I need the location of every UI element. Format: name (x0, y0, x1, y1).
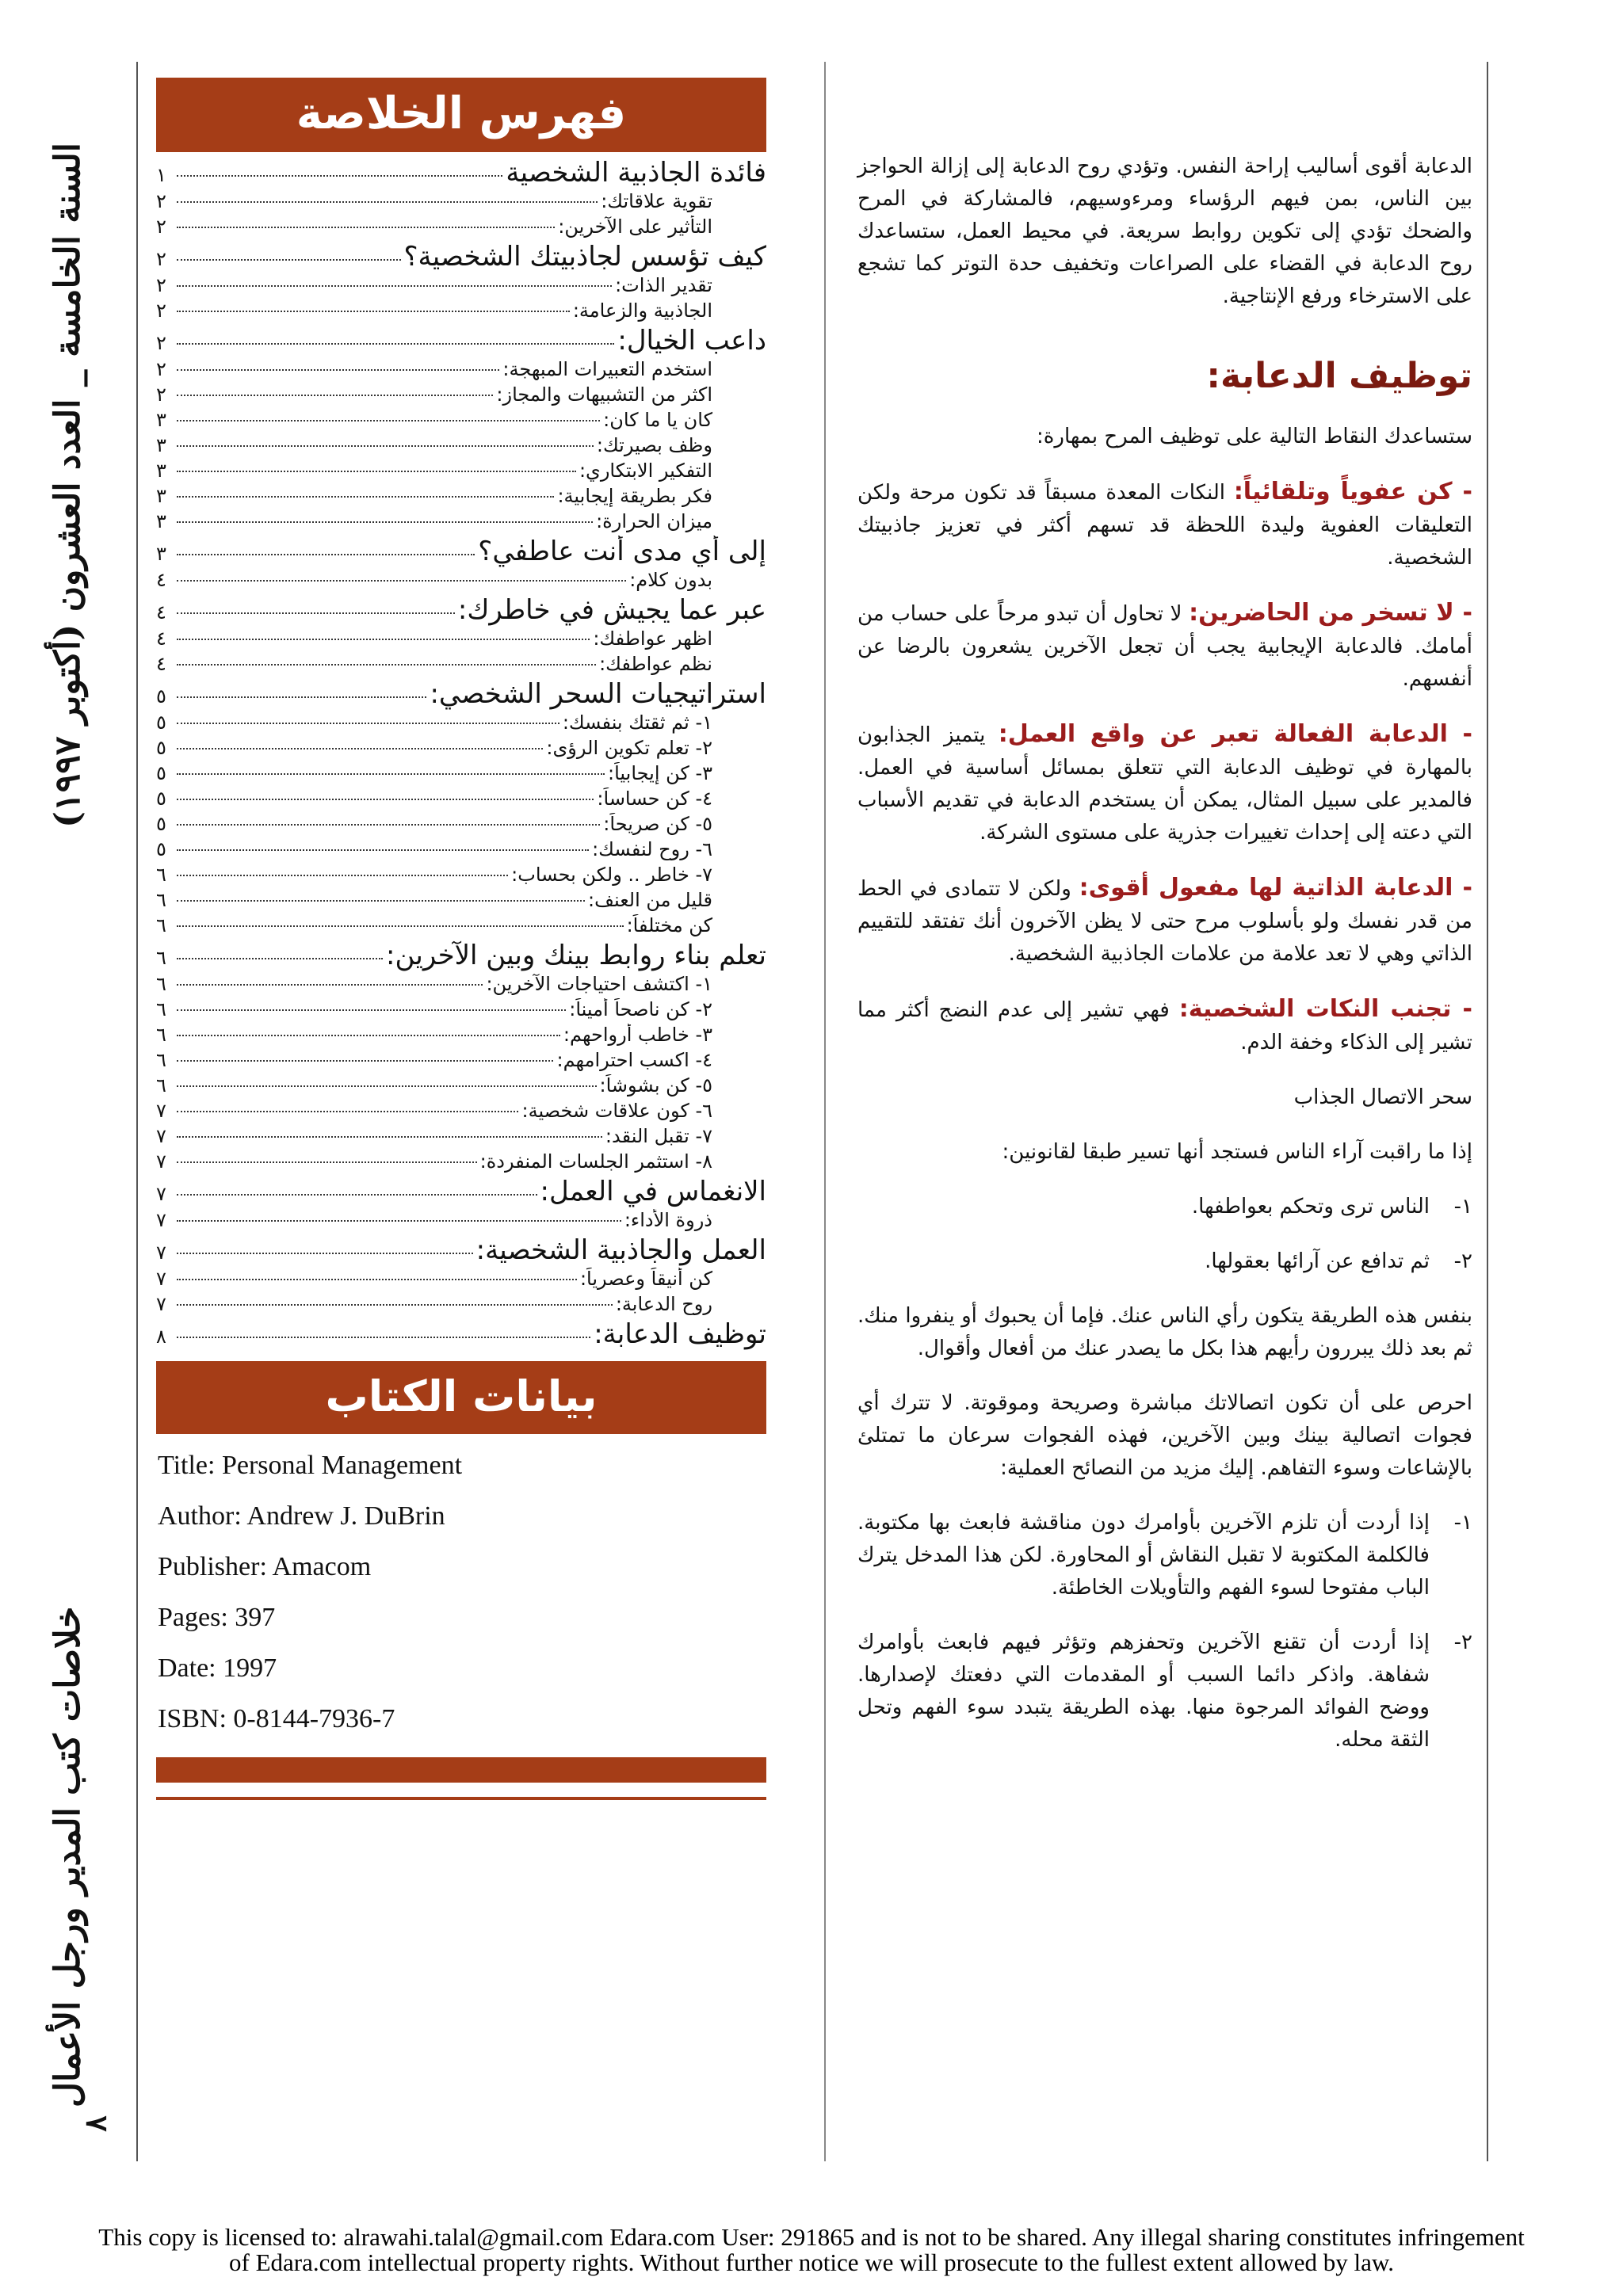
toc-entry-page: ٢ (156, 274, 166, 296)
toc-entry (156, 1150, 766, 1176)
toc-entry-label: بدون كلام: (629, 569, 712, 591)
toc-entry-label: ٦- روح لنفسك: (592, 838, 712, 860)
toc-entry-label: داعب الخيال: (617, 325, 766, 357)
toc-entry-label: تقوية علاقاتك: (601, 190, 712, 212)
toc-entry-page: ٦ (156, 973, 166, 995)
toc-entry-label: كان يا ما كان: (603, 409, 712, 431)
toc-leader-dots (177, 521, 593, 523)
toc-entry (156, 711, 766, 737)
toc-entry-label: ٨- استثمر الجلسات المنفردة: (479, 1150, 712, 1173)
toc-entry-page: ٦ (156, 889, 166, 911)
tip-text: إذا أردت أن تقنع الآخرين وتحفزهم وتؤثر فيهم فابعث بأوامرك شفاهة. واذكر دائما السبب أو المقدمات التي دفعتك لإصدارها. ووضح الفوائد المرجوة منها. بهذه الطريقة يتبدد سوء الفهم وتحل الثقة محله. (857, 1630, 1430, 1752)
toc-entry (156, 215, 766, 241)
toc-entry (156, 653, 766, 678)
section-heading: توظيف الدعابة: (1206, 356, 1472, 396)
toc-entry (156, 737, 766, 762)
toc-entry-label: قليل من العنف: (588, 889, 712, 911)
toc-leader-dots (177, 1279, 577, 1280)
law-item (857, 1245, 1472, 1278)
point-text: لا تحاول أن تبدو مرحاً على حساب من أمامك. فالدعابة الإيجابية يجب أن تجعل الآخرين يشعرون بالرضا عن أنفسهم. (857, 602, 1472, 691)
toc-entry-page: ٢ (156, 358, 166, 380)
table-of-contents (156, 157, 766, 1352)
point-paragraph (857, 871, 1472, 971)
point-paragraph (857, 475, 1472, 574)
toc-entry-label: توظيف الدعابة: (594, 1318, 766, 1350)
toc-entry-label: التأثير على الآخرين: (558, 215, 712, 238)
toc-entry (156, 1293, 766, 1318)
toc-leader-dots (177, 343, 614, 345)
toc-entry-label: اظهر عواطفك: (593, 627, 712, 650)
toc-entry (156, 1100, 766, 1125)
book-publisher-field: Publisher: Amacom (158, 1552, 372, 1581)
magazine-name: خلاصات كتب المدير ورجل الأعمال (48, 1606, 88, 2107)
toc-entry-page: ٧ (156, 1150, 166, 1173)
toc-entry-page: ٢ (156, 190, 166, 212)
toc-entry (156, 1125, 766, 1150)
toc-entry-page: ٣ (156, 409, 166, 431)
toc-entry-page: ٦ (156, 864, 166, 886)
toc-leader-dots (177, 201, 598, 203)
tip-item (857, 1627, 1472, 1756)
column-divider-rule (824, 62, 826, 2161)
toc-leader-dots (177, 1111, 518, 1112)
toc-entry-page: ٥ (156, 838, 166, 860)
toc-leader-dots (177, 420, 600, 421)
toc-entry-label: الانغماس في العمل: (540, 1176, 766, 1207)
toc-leader-dots (177, 875, 508, 876)
left-margin-rule (136, 62, 138, 2161)
toc-entry-page: ٢ (156, 299, 166, 322)
toc-leader-dots (177, 1060, 553, 1062)
toc-entry-label: فكر بطريقة إيجابية: (557, 485, 712, 507)
book-author-field: Author: Andrew J. DuBrin (158, 1501, 445, 1531)
point-lead: - تجنب النكات الشخصية: (1178, 995, 1472, 1023)
toc-entry-page: ٧ (156, 1268, 166, 1290)
toc-entry-page: ٢ (156, 383, 166, 406)
toc-entry (156, 536, 766, 569)
point-text: ولكن لا تتمادى في الحط من قدر نفسك ولو بأسلوب مرح حتى لا يظن الآخرون أنك تفتقد للتقييم الذاتي وهي لا تعد علامة من علامات الجاذبية الشخصية. (857, 877, 1472, 966)
toc-entry-label: ١- ثم ثقتك بنفسك: (562, 711, 712, 734)
book-pages-field: Pages: 397 (158, 1603, 276, 1632)
toc-entry (156, 940, 766, 973)
toc-leader-dots (177, 612, 455, 614)
book-isbn-field: ISBN: 0-8144-7936-7 (158, 1704, 395, 1733)
toc-entry-label: تعلم بناء روابط بينك وبين الآخرين: (386, 940, 766, 971)
toc-entry-page: ٤ (156, 653, 166, 675)
toc-entry (156, 274, 766, 299)
intro-paragraph: الدعابة أقوى أساليب إراحة النفس. وتؤدي روح الدعابة إلى إزالة الحواجز بين الناس، بمن فيهم الرؤساء ومرءوسيهم، فالمشاركة في المرح والضحك تؤدي إلى تكوين روابط سريعة. في محيط العمل، ستساعدك روح الدعابة في القضاء على الصراعات وتخفيف حدة التوتر كما تشجع على الاسترخاء ورفع الإنتاجية. (857, 154, 1472, 308)
toc-leader-dots (177, 227, 555, 228)
book-date-field: Date: 1997 (158, 1653, 277, 1683)
toc-entry-label: ٦- كون علاقات شخصية: (521, 1100, 712, 1122)
toc-leader-dots (177, 1085, 597, 1087)
paragraph-2: احرص على أن تكون اتصالاتك مباشرة وصريحة وموقوتة. لا تترك أي فجوات اتصالية بينك وبين الآخرين، فهذه الفجوات سرعان ما تمتلئ بالإشاعات وسوء التفاهم. إليك مزيد من النصائح العملية: (857, 1391, 1472, 1480)
issue-label: السنة الخامسة _ العدد العشرون (أكتوبر ١٩٩٧) (48, 143, 88, 828)
toc-entry-label: ٥- كن صريحاً: (603, 813, 712, 835)
toc-leader-dots (177, 175, 502, 177)
toc-entry-page: ٤ (156, 627, 166, 650)
toc-entry-page: ٦ (156, 947, 166, 969)
toc-entry-page: ٣ (156, 434, 166, 456)
toc-entry-label: العمل والجاذبية الشخصية: (475, 1234, 766, 1266)
toc-entry (156, 838, 766, 864)
toc-entry (156, 1176, 766, 1209)
point-text: النكات المعدة مسبقاً قد تكون مرحة ولكن التعليقات العفوية وليدة اللحظة قد تسهم أكثر في تعزيز جاذبيتك الشخصية. (857, 481, 1472, 570)
toc-entry-label: ١- اكتشف احتياجات الآخرين: (486, 973, 712, 995)
law-number: ٢- (1453, 1249, 1472, 1273)
tip-text: إذا أردت أن تلزم الآخرين بأوامرك دون مناقشة فابعث بها مكتوبة. فالكلمة المكتوبة لا تقبل النقاش أو المحاورة. لكن هذا المدخل يترك الباب مفتوحا لسوء الفهم والتأويلات الخاطئة. (857, 1511, 1430, 1600)
tip-item (857, 1507, 1472, 1604)
toc-entry (156, 510, 766, 536)
toc-entry-page: ٦ (156, 1049, 166, 1071)
toc-entry (156, 409, 766, 434)
toc-leader-dots (177, 445, 594, 447)
toc-entry-page: ٥ (156, 762, 166, 784)
toc-entry-label: كن أنيقاً وعصرياً: (579, 1268, 712, 1290)
toc-entry (156, 678, 766, 711)
toc-entry-page: ٧ (156, 1100, 166, 1122)
toc-leader-dots (177, 259, 401, 261)
toc-entry-page: ٦ (156, 998, 166, 1020)
toc-entry (156, 813, 766, 838)
page-number: ٨ (77, 2115, 113, 2132)
toc-entry-label: ٤- اكسب احترامهم: (556, 1049, 712, 1071)
point-text: يتميز الجذابون بالمهارة في توظيف الدعابة التي تتعلق بمسائل أساسية في العمل. فالمدير على سبيل المثال، يمكن أن يستخدم الدعابة في تقديم الأسباب التي دعته إلى إحداث تغييرات جذرية على مستوى الشركة. (857, 723, 1472, 845)
toc-entry-label: كن مختلفاً: (626, 914, 712, 936)
toc-entry (156, 889, 766, 914)
toc-entry-page: ٥ (156, 813, 166, 835)
toc-leader-dots (177, 580, 626, 582)
bottom-line (156, 1797, 766, 1800)
toc-entry (156, 485, 766, 510)
toc-leader-dots (177, 554, 475, 555)
toc-leader-dots (177, 849, 589, 851)
toc-entry (156, 762, 766, 788)
toc-entry-page: ٣ (156, 460, 166, 482)
toc-entry-page: ٧ (156, 1209, 166, 1231)
toc-entry-label: ميزان الحرارة: (596, 510, 712, 532)
toc-entry-page: ٥ (156, 788, 166, 810)
toc-entry (156, 1268, 766, 1293)
book-title-field: Title: Personal Management (158, 1451, 463, 1480)
toc-entry-label: الجاذبية والزعامة: (572, 299, 712, 322)
toc-entry (156, 914, 766, 940)
toc-entry-label: ٢- تعلم تكوين الرؤى: (546, 737, 712, 759)
bottom-bar (156, 1757, 766, 1783)
toc-entry-page: ٦ (156, 914, 166, 936)
toc-entry-label: ٧- خاطر .. ولكن بحساب: (511, 864, 712, 886)
toc-entry-page: ٨ (156, 1325, 166, 1348)
toc-entry (156, 460, 766, 485)
toc-entry (156, 1234, 766, 1268)
toc-entry-label: ٣- خاطب أرواحهم: (563, 1024, 712, 1046)
toc-entry-page: ٤ (156, 601, 166, 624)
law-number: ١- (1453, 1195, 1472, 1219)
toc-entry-label: ذروة الأداء: (624, 1209, 712, 1231)
toc-entry (156, 299, 766, 325)
book-info (156, 1440, 766, 1745)
toc-entry-page: ٢ (156, 332, 166, 354)
toc-entry (156, 569, 766, 594)
law-item (857, 1191, 1472, 1223)
toc-entry-label: روح الدعابة: (615, 1293, 712, 1315)
toc-leader-dots (177, 1161, 477, 1163)
toc-entry-label: ٢- كن ناصحاً أميناً: (569, 998, 712, 1020)
toc-entry-label: التفكير الابتكاري: (579, 460, 712, 482)
toc-leader-dots (177, 824, 600, 826)
toc-entry-page: ٥ (156, 685, 166, 707)
toc-leader-dots (177, 925, 624, 927)
point-paragraph (857, 993, 1472, 1059)
toc-entry-page: ٥ (156, 711, 166, 734)
toc-leader-dots (177, 1253, 473, 1254)
point-lead: - كن عفوياً وتلقائياً: (1233, 478, 1472, 505)
toc-entry-page: ١ (156, 164, 166, 186)
toc-leader-dots (177, 723, 559, 724)
toc-leader-dots (177, 285, 612, 287)
toc-entry (156, 594, 766, 627)
toc-entry-label: استراتيجيات السحر الشخصي: (430, 678, 766, 710)
toc-leader-dots (177, 773, 605, 775)
laws-intro: إذا ما راقبت آراء الناس فستجد أنها تسير طبقا لقانونين: (1002, 1140, 1472, 1164)
toc-entry-page: ٧ (156, 1183, 166, 1205)
toc-leader-dots (177, 369, 499, 371)
subintro-paragraph: ستساعدك النقاط التالية على توظيف المرح بمهارة: (1037, 425, 1472, 448)
toc-entry-label: استخدم التعبيرات المبهجة: (502, 358, 712, 380)
side-title (48, 111, 111, 2218)
toc-leader-dots (177, 748, 543, 749)
paragraph-1: بنفس هذه الطريقة يتكون رأي الناس عنك. فإما أن يحبوك أو ينفروا منك. ثم بعد ذلك يبررون رأيهم هذا بكل ما يصدر عنك من أفعال وأقوال. (857, 1304, 1472, 1360)
toc-entry-label: إلى أي مدى أنت عاطفي؟ (478, 536, 766, 567)
toc-entry-label: نظم عواطفك: (599, 653, 712, 675)
toc-entry-page: ٦ (156, 1074, 166, 1097)
toc-entry (156, 157, 766, 190)
toc-entry (156, 434, 766, 460)
toc-leader-dots (177, 1035, 560, 1036)
point-lead: - الدعابة الفعالة تعبر عن واقع العمل: (998, 720, 1472, 748)
toc-entry (156, 358, 766, 383)
toc-entry (156, 864, 766, 889)
toc-leader-dots (177, 1009, 566, 1011)
law-text: ثم تدافع عن آرائها بعقولها. (1205, 1249, 1430, 1273)
toc-entry-page: ٢ (156, 215, 166, 238)
toc-entry (156, 325, 766, 358)
toc-leader-dots (177, 696, 426, 698)
index-column (156, 78, 766, 1800)
index-title: فهرس الخلاصة (156, 78, 766, 152)
license-footer (0, 2225, 1623, 2275)
toc-entry (156, 1074, 766, 1100)
toc-entry-label: وظف بصيرتك: (596, 434, 712, 456)
toc-entry-page: ٤ (156, 569, 166, 591)
toc-leader-dots (177, 639, 590, 640)
toc-entry (156, 788, 766, 813)
toc-entry (156, 241, 766, 274)
toc-entry-label: ٥- كن بشوشاً: (599, 1074, 712, 1097)
toc-entry (156, 1024, 766, 1049)
toc-entry-label: تقدير الذات: (615, 274, 712, 296)
toc-leader-dots (177, 1194, 537, 1196)
right-margin-rule (1487, 62, 1488, 2161)
toc-entry (156, 1318, 766, 1352)
point-paragraph (857, 597, 1472, 696)
toc-entry-page: ٣ (156, 543, 166, 565)
toc-leader-dots (177, 471, 576, 472)
toc-entry-page: ٣ (156, 510, 166, 532)
article-column (857, 151, 1472, 1779)
toc-entry (156, 383, 766, 409)
section2-label: سحر الاتصال الجذاب (1293, 1085, 1472, 1109)
toc-entry-label: ٣- كن إيجابياً: (608, 762, 712, 784)
toc-entry-label: اكثر من التشبيهات والمجاز: (496, 383, 712, 406)
toc-entry-page: ٥ (156, 737, 166, 759)
toc-entry-page: ٧ (156, 1241, 166, 1264)
toc-entry-label: كيف تؤسس لجاذبيتك الشخصية؟ (403, 241, 766, 273)
toc-entry (156, 973, 766, 998)
toc-leader-dots (177, 958, 383, 959)
book-info-title: بيانات الكتاب (156, 1361, 766, 1434)
toc-entry (156, 1049, 766, 1074)
toc-entry-page: ٦ (156, 1024, 166, 1046)
toc-entry-label: فائدة الجاذبية الشخصية (506, 157, 766, 189)
toc-entry-page: ٢ (156, 248, 166, 270)
point-paragraph (857, 718, 1472, 849)
toc-entry-label: ٧- تقبل النقد: (605, 1125, 712, 1147)
tip-number: ٢- (1453, 1630, 1472, 1654)
license-line-2: of Edara.com intellectual property rights. Without further notice we will prosecute to the fullest extent allowed by law. (229, 2248, 1394, 2276)
toc-leader-dots (177, 799, 594, 800)
toc-leader-dots (177, 311, 570, 312)
toc-leader-dots (177, 984, 483, 986)
toc-entry (156, 998, 766, 1024)
license-line-1: This copy is licensed to: alrawahi.talal@gmail.com Edara.com User: 291865 and is not to be shared. Any illegal sharing constitutes infringement (98, 2223, 1525, 2251)
toc-leader-dots (177, 900, 585, 902)
toc-entry-page: ٣ (156, 485, 166, 507)
toc-entry-label: ٤- كن حساساً: (597, 788, 712, 810)
toc-entry (156, 627, 766, 653)
toc-leader-dots (177, 395, 493, 396)
toc-leader-dots (177, 1136, 602, 1138)
point-lead: - لا تسخر من الحاضرين: (1189, 599, 1472, 627)
toc-entry-page: ٧ (156, 1293, 166, 1315)
toc-entry (156, 190, 766, 215)
point-text: فهي تشير إلى عدم النضج أكثر مما تشير إلى الذكاء وخفة الدم. (857, 998, 1472, 1055)
toc-leader-dots (177, 1304, 613, 1306)
toc-entry-page: ٧ (156, 1125, 166, 1147)
toc-entry-label: عبر عما يجيش في خاطرك: (457, 594, 766, 626)
toc-entry (156, 1209, 766, 1234)
toc-leader-dots (177, 1337, 590, 1338)
toc-leader-dots (177, 664, 596, 666)
toc-leader-dots (177, 496, 554, 498)
toc-leader-dots (177, 1220, 621, 1222)
tip-number: ١- (1453, 1511, 1472, 1535)
point-lead: - الدعابة الذاتية لها مفعول أقوى: (1079, 874, 1472, 902)
law-text: الناس ترى وتحكم بعواطفها. (1191, 1195, 1430, 1219)
